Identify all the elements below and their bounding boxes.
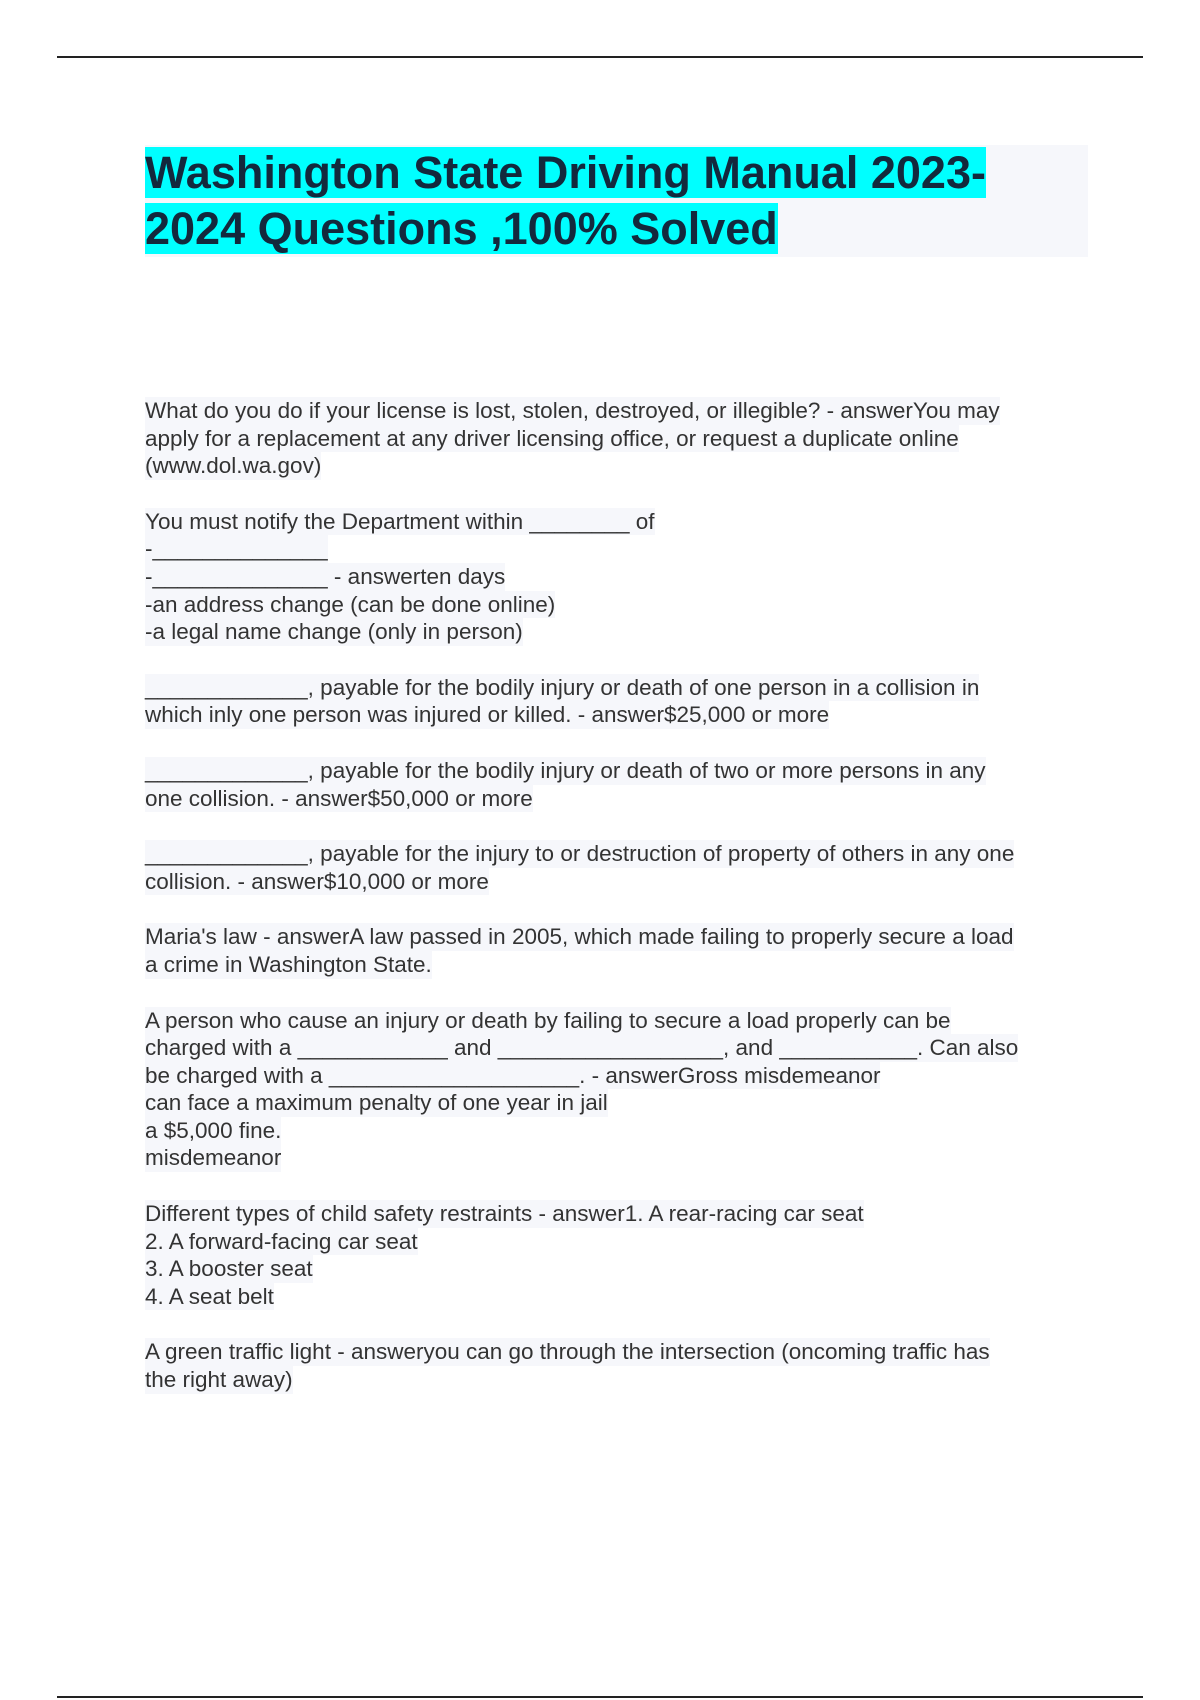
qa-line: _____________, payable for the injury to or destruction of property of others in any one [145,841,1015,867]
qa-line: misdemeanor [145,1145,282,1171]
qa-item [145,1200,1090,1310]
qa-item [145,674,1090,729]
qa-line: -______________ - answerten days [145,563,506,589]
qa-item [145,397,1090,480]
qa-item [145,508,1090,646]
qa-line: 2. A forward-facing car seat [145,1228,418,1254]
qa-item [145,840,1090,895]
qa-item [145,1007,1090,1173]
qa-line: which inly one person was injured or killed. - answer$25,000 or more [145,702,830,728]
qa-line: _____________, payable for the bodily injury or death of two or more persons in any [145,757,986,783]
qa-list [145,397,1090,1422]
title-block [145,145,1088,257]
qa-line: -an address change (can be done online) [145,591,556,617]
qa-line: 4. A seat belt [145,1283,274,1309]
qa-line: collision. - answer$10,000 or more [145,868,489,894]
qa-line: Maria's law - answerA law passed in 2005, which made failing to properly secure a load [145,924,1014,950]
qa-line: a crime in Washington State. [145,951,432,977]
qa-line: apply for a replacement at any driver licensing office, or request a duplicate online [145,425,959,451]
qa-line: You must notify the Department within ________ of [145,508,655,534]
bottom-rule [57,1696,1143,1698]
qa-line: -______________ [145,536,328,562]
qa-line: 3. A booster seat [145,1256,313,1282]
qa-item [145,1338,1090,1393]
qa-line: can face a maximum penalty of one year in jail [145,1090,608,1116]
qa-line: A green traffic light - answeryou can go through the intersection (oncoming traffic has [145,1339,990,1365]
page-title [145,145,1088,257]
qa-item [145,757,1090,812]
top-rule [57,56,1143,58]
qa-line: What do you do if your license is lost, stolen, destroyed, or illegible? - answerYou may [145,398,1000,423]
qa-line: charged with a ____________ and __________________, and ___________. Can also [145,1035,1019,1061]
title-line-1: Washington State Driving Manual 2023- [145,147,986,198]
qa-line: A person who cause an injury or death by failing to secure a load properly can be [145,1007,951,1033]
title-line-2: 2024 Questions ,100% Solved [145,203,778,254]
qa-line: one collision. - answer$50,000 or more [145,785,533,811]
qa-line: be charged with a ____________________. - answerGross misdemeanor [145,1062,881,1088]
qa-line: (www.dol.wa.gov) [145,453,322,479]
qa-item [145,923,1090,978]
qa-line: the right away) [145,1367,293,1393]
qa-line: a $5,000 fine. [145,1117,282,1143]
qa-line: _____________, payable for the bodily injury or death of one person in a collision in [145,674,980,700]
qa-line: Different types of child safety restraints - answer1. A rear-racing car seat [145,1201,864,1227]
qa-line: -a legal name change (only in person) [145,619,523,645]
